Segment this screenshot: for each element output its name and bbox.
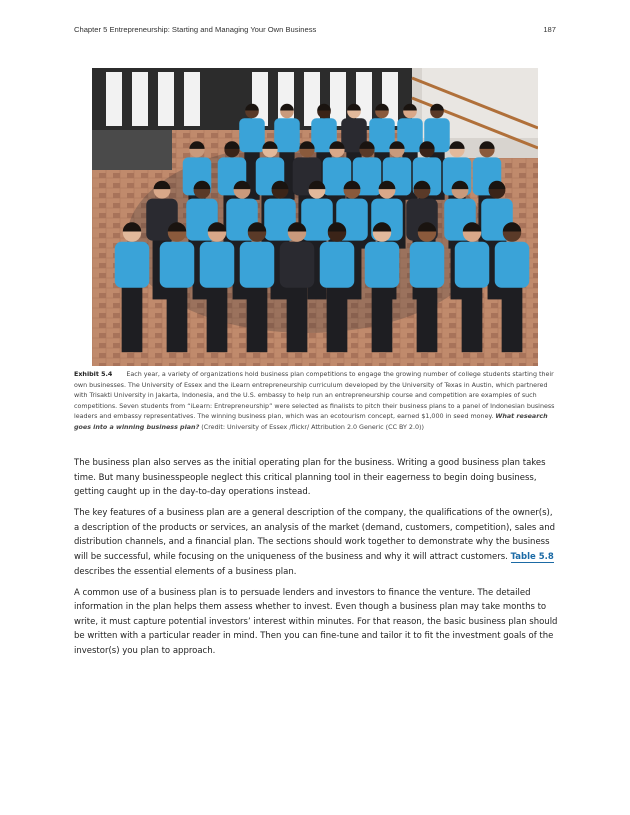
paragraph-text: describes the essential elements of a business plan. [74, 566, 297, 577]
caption-question: What research goes into a winning business plan? [74, 413, 548, 431]
paragraph-text: The key features of a business plan are a general description of the company, the qualifications of the owner(s), a description of the products or services, an analysis of the market (demand, customers, competition), sales and distribution channels, and a financial plan. The sections should work together to demonstrate why the business will be successful, while focusing on the uniqueness of the business and why it will attract customers. [74, 508, 556, 562]
page-number: 187 [543, 25, 556, 34]
figure-caption [74, 370, 558, 434]
table-link[interactable]: Table 5.8 [510, 551, 554, 562]
exhibit-photo [92, 68, 538, 366]
chapter-title: Chapter 5 Entrepreneurship: Starting and Managing Your Own Business [74, 25, 317, 34]
page-header [74, 25, 556, 37]
figure-label: Exhibit 5.4 [74, 371, 113, 378]
caption-text: Each year, a variety of organizations hold business plan competitions to engage the growing number of college students starting their own businesses. The University of Essex and the iLearn entrepreneurship curriculum developed by the University of Texas in Austin, which partnered with Trisakti University in Jakarta, Indonesia, and the U.S. embassy to help run an entrepreneurship course and competition are examples of such competitions. Seven students from “iLearn: Entrepreneurship” were selected as finalists to pitch their business plans to a panel of Indonesian business leaders and embassy representatives. The winning business plan, which was an ecotourism concept, earned $1,000 in seed money. [74, 371, 555, 421]
paragraph: The business plan also serves as the initial operating plan for the business. Writing a good business plan takes time. But many businesspeople neglect this critical planning tool in their eagerness to begin doing business, getting caught up in the day-to-day operations instead. [74, 458, 546, 498]
body-text [74, 456, 558, 665]
caption-credit: (Credit: University of Essex /flickr/ Attribution 2.0 Generic (CC BY 2.0)) [201, 423, 424, 431]
paragraph: A common use of a business plan is to persuade lenders and investors to finance the venture. The detailed information in the plan helps them assess whether to invest. Even though a business plan may take months to write, it must capture potential investors’ interest within minutes. For that reason, the basic business plan should be written with a particular reader in mind. Then you can fine-tune and tailor it to fit the investment goals of the investor(s) you plan to approach. [74, 587, 558, 656]
paragraph [74, 506, 558, 579]
